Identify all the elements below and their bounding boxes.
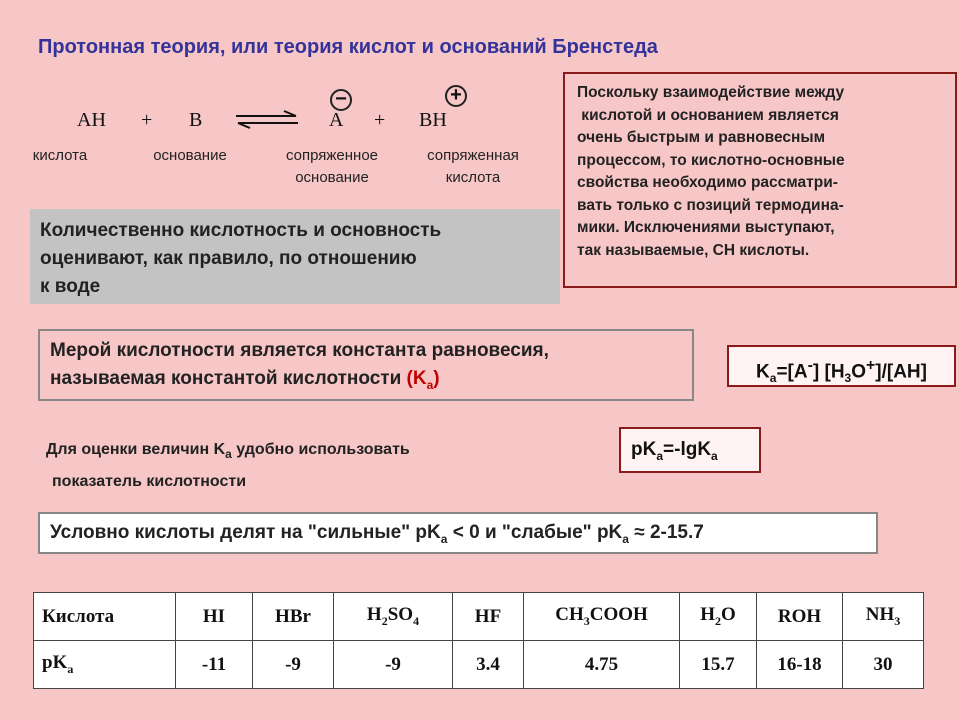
label-base: основание xyxy=(153,147,227,164)
eq-a: A xyxy=(329,109,344,131)
ka-formula-box: $K_a=[A^-]$ $[H_3O^+]/[AH]$ xyxy=(727,345,956,387)
acid-cell: $NH_3$ xyxy=(843,593,924,641)
pka-cell: -9 xyxy=(334,641,453,689)
acid-cell: $H_2O$ xyxy=(680,593,757,641)
table-row-label: $pK_a$ xyxy=(34,641,176,689)
acid-cell: $CH_3COOH$ xyxy=(524,593,680,641)
table-header-cell: Кислота xyxy=(34,593,176,641)
eq-plus-1: + xyxy=(141,109,153,131)
pka-cell: 15.7 xyxy=(680,641,757,689)
label-acid: кислота xyxy=(32,147,88,164)
acid-cell: HBr xyxy=(253,593,334,641)
equilibrium-arrow-icon xyxy=(232,110,302,130)
pka-cell: 30 xyxy=(843,641,924,689)
eq-ah: AH xyxy=(77,109,106,131)
pka-cell: 4.75 xyxy=(524,641,680,689)
table-row xyxy=(34,641,924,689)
eq-bh: BH xyxy=(419,109,447,131)
pka-cell: -9 xyxy=(253,641,334,689)
pka-table xyxy=(33,592,924,689)
table-header-row xyxy=(34,593,924,641)
acidity-measure-box: Мерой кислотности является константа равновесия, называемая константой кислотности $(K_a)$ xyxy=(38,329,694,401)
negative-charge-icon: − xyxy=(330,89,352,111)
acid-cell: $H_2SO_4$ xyxy=(334,593,453,641)
pka-cell: 3.4 xyxy=(453,641,524,689)
pka-cell: -11 xyxy=(176,641,253,689)
quantitative-note-box: Количественно кислотность и основность оценивают, как правило, по отношению к воде xyxy=(30,209,560,304)
positive-charge-icon: + xyxy=(445,85,467,107)
eq-plus-2: + xyxy=(374,109,386,131)
acid-cell: HI xyxy=(176,593,253,641)
page-title: Протонная теория, или теория кислот и оснований Бренстеда xyxy=(38,36,658,58)
pka-formula-box: $pK_a=-\lg K_a$ xyxy=(619,427,761,473)
acid-cell: HF xyxy=(453,593,524,641)
pka-cell: 16-18 xyxy=(757,641,843,689)
thermodynamics-note-box: Поскольку взаимодействие между кислотой и основанием является очень быстрым и равновесным процессом, то кислотно-основные свойства необходимо рассматри- вать только с позиций термодина- мики. Исключениями выступают, так называемые, СН кислоты. xyxy=(563,72,957,288)
estimation-text: Для оценки величин $K_a$ удобно использовать показатель кислотности xyxy=(46,441,410,491)
classification-box: Условно кислоты делят на "сильные" $pK_a < 0$ и "слабые" $pK_a \approx 2-15.7$ xyxy=(38,512,878,554)
acid-cell: ROH xyxy=(757,593,843,641)
label-conjugate-base: сопряженное основание xyxy=(285,147,379,186)
label-conjugate-acid: сопряженная кислота xyxy=(427,147,519,186)
eq-b: B xyxy=(189,109,203,131)
